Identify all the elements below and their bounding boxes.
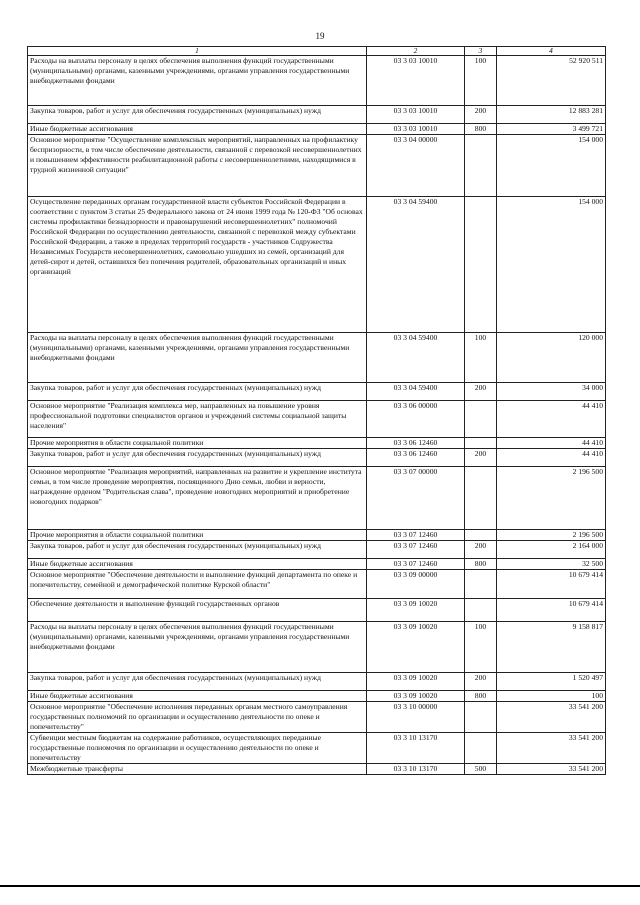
- row-expense-type: 100: [474, 56, 487, 65]
- row-amount-cell: [497, 135, 606, 197]
- row-amount-cell: [497, 764, 606, 775]
- table-row: [28, 197, 606, 333]
- row-amount-cell: [497, 673, 606, 691]
- row-amount-cell: [497, 197, 606, 333]
- row-target-code: 03 3 04 59400: [393, 383, 438, 392]
- table-row: [28, 764, 606, 775]
- row-description: Основное мероприятие "Обеспечение исполнения переданных органам местного самоуправления государственных полномочий по организации и осуществлению деятельности по опеке и попечительству": [30, 702, 348, 731]
- row-expense-type-cell: [465, 733, 497, 764]
- row-expense-type-cell: [465, 599, 497, 622]
- row-target-code-cell: [367, 599, 465, 622]
- row-expense-type-cell: [465, 764, 497, 775]
- row-expense-type-cell: [465, 383, 497, 401]
- row-description-cell: [28, 333, 367, 383]
- row-amount: 120 000: [578, 333, 603, 342]
- row-expense-type-cell: [465, 559, 497, 570]
- row-expense-type: 100: [474, 333, 487, 342]
- row-amount: 9 158 817: [572, 622, 603, 631]
- row-description: Осуществление переданных органам государственной власти субъектов Российской Федерации в соответствии с пунктом 3 статьи 25 Федерального закона от 24 июня 1999 года № 120-ФЗ "Об основах системы профилактики безнадзорности и правонарушений несовершеннолетних" полномочий Российской Федерации по осуществлению деятельности, связанной с перевозкой между субъектами Российской Федерации, а также в пределах территорий государств - участников Содружества Независимых Государств несовершеннолетних, самовольно ушедших из семей, организаций для детей-сирот и детей, оставшихся без попечения родителей, образовательных организаций и иных организаций: [30, 197, 363, 276]
- row-description: Основное мероприятие "Реализация мероприятий, направленных на развитие и укрепление института семьи, в том числе проведение мероприятия, посвященного Дню семьи, любви и верности, награждение орденом "Родительская слава", проведение новогодних мероприятий и приобретение новогодних подарков": [30, 467, 362, 506]
- table-row: [28, 333, 606, 383]
- row-target-code: 03 3 03 10010: [393, 56, 438, 65]
- table-row: [28, 135, 606, 197]
- row-amount: 12 883 281: [568, 106, 603, 115]
- row-target-code: 03 3 07 12460: [393, 541, 438, 550]
- row-expense-type-cell: [465, 56, 497, 106]
- row-amount: 2 196 500: [572, 530, 603, 539]
- row-description: Закупка товаров, работ и услуг для обеспечения государственных (муниципальных) нужд: [30, 673, 321, 682]
- row-target-code: 03 3 06 00000: [393, 401, 438, 410]
- row-amount: 52 920 511: [569, 56, 603, 65]
- row-target-code-cell: [367, 570, 465, 599]
- row-target-code: 03 3 06 12460: [393, 449, 438, 458]
- table-row: [28, 733, 606, 764]
- row-expense-type-cell: [465, 570, 497, 599]
- row-amount: 44 410: [582, 438, 603, 447]
- row-target-code: 03 3 06 12460: [393, 438, 438, 447]
- row-description-cell: [28, 106, 367, 124]
- row-description-cell: [28, 622, 367, 673]
- row-amount-cell: [497, 124, 606, 135]
- row-amount-cell: [497, 599, 606, 622]
- row-amount-cell: [497, 691, 606, 702]
- row-amount: 1 520 497: [572, 673, 603, 682]
- row-description: Закупка товаров, работ и услуг для обеспечения государственных (муниципальных) нужд: [30, 383, 321, 392]
- row-amount: 33 541 200: [568, 702, 603, 711]
- row-description: Обеспечение деятельности и выполнение функций государственных органов: [30, 599, 280, 608]
- row-target-code-cell: [367, 530, 465, 541]
- row-description-cell: [28, 197, 367, 333]
- table-row: [28, 401, 606, 438]
- row-target-code: 03 3 04 59400: [393, 333, 438, 342]
- row-amount: 33 541 200: [568, 733, 603, 742]
- table-row: [28, 530, 606, 541]
- table-row: [28, 438, 606, 449]
- row-target-code-cell: [367, 438, 465, 449]
- row-target-code-cell: [367, 135, 465, 197]
- row-target-code: 03 3 03 10010: [393, 106, 438, 115]
- row-amount-cell: [497, 467, 606, 530]
- row-expense-type-cell: [465, 197, 497, 333]
- row-description: Закупка товаров, работ и услуг для обеспечения государственных (муниципальных) нужд: [30, 106, 321, 115]
- row-target-code-cell: [367, 467, 465, 530]
- row-description: Закупка товаров, работ и услуг для обеспечения государственных (муниципальных) нужд: [30, 541, 321, 550]
- row-description: Иные бюджетные ассигнования: [30, 691, 133, 700]
- row-target-code-cell: [367, 449, 465, 467]
- row-description: Субвенции местным бюджетам на содержание работников, осуществляющих переданные государственные полномочия по организации и осуществлению деятельности по опеке и попечительству: [30, 733, 321, 762]
- row-expense-type-cell: [465, 622, 497, 673]
- row-expense-type-cell: [465, 135, 497, 197]
- row-amount-cell: [497, 622, 606, 673]
- row-amount-cell: [497, 401, 606, 438]
- row-description-cell: [28, 383, 367, 401]
- row-description-cell: [28, 733, 367, 764]
- table-row: [28, 383, 606, 401]
- row-amount-cell: [497, 570, 606, 599]
- row-target-code-cell: [367, 383, 465, 401]
- table-row: [28, 691, 606, 702]
- row-amount-cell: [497, 106, 606, 124]
- row-amount: 44 410: [582, 449, 603, 458]
- row-expense-type-cell: [465, 541, 497, 559]
- row-expense-type-cell: [465, 467, 497, 530]
- row-expense-type: 200: [474, 383, 487, 392]
- row-amount: 44 410: [582, 401, 603, 410]
- row-amount: 10 679 414: [568, 599, 603, 608]
- row-expense-type-cell: [465, 333, 497, 383]
- table-row: [28, 541, 606, 559]
- table-row: [28, 559, 606, 570]
- row-target-code-cell: [367, 673, 465, 691]
- row-amount-cell: [497, 56, 606, 106]
- row-target-code-cell: [367, 197, 465, 333]
- row-description-cell: [28, 467, 367, 530]
- page-number: 19: [315, 31, 325, 41]
- row-amount-cell: [497, 530, 606, 541]
- row-expense-type-cell: [465, 449, 497, 467]
- row-target-code-cell: [367, 333, 465, 383]
- row-amount: 2 164 000: [572, 541, 603, 550]
- row-target-code-cell: [367, 622, 465, 673]
- row-expense-type: 500: [474, 764, 487, 773]
- row-expense-type: 800: [474, 691, 487, 700]
- row-amount-cell: [497, 383, 606, 401]
- row-target-code-cell: [367, 559, 465, 570]
- table-row: [28, 124, 606, 135]
- row-amount: 100: [591, 691, 603, 700]
- table-row: [28, 56, 606, 106]
- row-description: Закупка товаров, работ и услуг для обеспечения государственных (муниципальных) нужд: [30, 449, 321, 458]
- row-description: Основное мероприятие "Обеспечение деятельности и выполнение функций департамента по опеке и попечительству, семейной и демографической политике Курской области": [30, 570, 358, 589]
- row-description-cell: [28, 702, 367, 733]
- row-description: Расходы на выплаты персоналу в целях обеспечения выполнения функций государственными (муниципальными) органами, казенными учреждениями, органами управления государственными внебюджетными фондами: [30, 622, 350, 651]
- row-amount-cell: [497, 733, 606, 764]
- row-amount-cell: [497, 541, 606, 559]
- row-description: Иные бюджетные ассигнования: [30, 124, 133, 133]
- row-description-cell: [28, 691, 367, 702]
- row-description-cell: [28, 764, 367, 775]
- row-description-cell: [28, 530, 367, 541]
- row-target-code-cell: [367, 401, 465, 438]
- row-target-code: 03 3 09 10020: [393, 691, 438, 700]
- column-number-3: 3: [465, 47, 497, 56]
- row-description-cell: [28, 673, 367, 691]
- row-target-code: 03 3 07 12460: [393, 530, 438, 539]
- row-description-cell: [28, 56, 367, 106]
- row-target-code-cell: [367, 106, 465, 124]
- row-amount: 32 500: [582, 559, 603, 568]
- column-number-1: 1: [28, 47, 367, 56]
- row-expense-type: 800: [474, 124, 487, 133]
- row-expense-type-cell: [465, 401, 497, 438]
- row-target-code-cell: [367, 691, 465, 702]
- column-number-4: 4: [497, 47, 606, 56]
- row-target-code-cell: [367, 541, 465, 559]
- row-target-code: 03 3 09 10020: [393, 622, 438, 631]
- row-target-code-cell: [367, 702, 465, 733]
- row-expense-type-cell: [465, 673, 497, 691]
- row-target-code: 03 3 03 10010: [393, 124, 438, 133]
- row-description-cell: [28, 570, 367, 599]
- row-amount-cell: [497, 438, 606, 449]
- row-target-code: 03 3 10 13170: [393, 764, 438, 773]
- table-row: [28, 106, 606, 124]
- row-target-code-cell: [367, 733, 465, 764]
- row-amount-cell: [497, 702, 606, 733]
- row-expense-type-cell: [465, 124, 497, 135]
- row-expense-type: 200: [474, 673, 487, 682]
- row-description: Расходы на выплаты персоналу в целях обеспечения выполнения функций государственными (муниципальными) органами, казенными учреждениями, органами управления государственными внебюджетными фондами: [30, 333, 350, 362]
- row-amount: 34 000: [582, 383, 603, 392]
- budget-table: [27, 46, 606, 775]
- row-description: Основное мероприятие "Осуществление комплексных мероприятий, направленных на профилактику беспризорности, в том числе обеспечение деятельности, связанной с перевозкой несовершеннолетних и повышением эффективности реабилитационной работы с несовершеннолетними, находящимися в трудной жизненной ситуации": [30, 135, 362, 174]
- row-amount-cell: [497, 449, 606, 467]
- row-amount-cell: [497, 559, 606, 570]
- row-expense-type: 200: [474, 541, 487, 550]
- row-target-code: 03 3 07 12460: [393, 559, 438, 568]
- table-row: [28, 467, 606, 530]
- row-target-code-cell: [367, 56, 465, 106]
- row-expense-type-cell: [465, 530, 497, 541]
- table-row: [28, 622, 606, 673]
- row-target-code: 03 3 10 00000: [393, 702, 438, 711]
- row-description: Иные бюджетные ассигнования: [30, 559, 133, 568]
- row-target-code: 03 3 07 00000: [393, 467, 438, 476]
- column-number-header-row: [28, 47, 606, 56]
- row-expense-type: 200: [474, 449, 487, 458]
- row-description-cell: [28, 124, 367, 135]
- row-description-cell: [28, 559, 367, 570]
- table-row: [28, 449, 606, 467]
- table-row: [28, 570, 606, 599]
- row-expense-type: 100: [474, 622, 487, 631]
- row-description: Межбюджетные трансферты: [30, 764, 123, 773]
- row-description-cell: [28, 401, 367, 438]
- row-description-cell: [28, 438, 367, 449]
- row-description-cell: [28, 599, 367, 622]
- row-expense-type-cell: [465, 702, 497, 733]
- row-expense-type-cell: [465, 438, 497, 449]
- row-expense-type: 800: [474, 559, 487, 568]
- row-description-cell: [28, 135, 367, 197]
- row-target-code: 03 3 10 13170: [393, 733, 438, 742]
- row-amount: 2 196 500: [572, 467, 603, 476]
- row-target-code: 03 3 09 10020: [393, 673, 438, 682]
- row-description: Основное мероприятие "Реализация комплекса мер, направленных на повышение уровня профессиональной подготовки специалистов органов и учреждений системы социальной защиты населения": [30, 401, 347, 430]
- row-target-code: 03 3 09 00000: [393, 570, 438, 579]
- row-target-code-cell: [367, 124, 465, 135]
- table-row: [28, 702, 606, 733]
- row-target-code: 03 3 04 00000: [393, 135, 438, 144]
- row-amount: 154 000: [578, 197, 603, 206]
- column-number-2: 2: [367, 47, 465, 56]
- row-description-cell: [28, 449, 367, 467]
- bottom-rule: [0, 885, 640, 887]
- row-target-code: 03 3 04 59400: [393, 197, 438, 206]
- row-amount: 10 679 414: [568, 570, 603, 579]
- row-amount-cell: [497, 333, 606, 383]
- row-expense-type-cell: [465, 106, 497, 124]
- row-amount: 154 000: [578, 135, 603, 144]
- row-target-code: 03 3 09 10020: [393, 599, 438, 608]
- row-description: Прочие мероприятия в области социальной политики: [30, 530, 204, 539]
- row-amount: 3 499 721: [572, 124, 603, 133]
- table-row: [28, 599, 606, 622]
- row-target-code-cell: [367, 764, 465, 775]
- table-row: [28, 673, 606, 691]
- row-expense-type-cell: [465, 691, 497, 702]
- row-description: Прочие мероприятия в области социальной политики: [30, 438, 204, 447]
- row-expense-type: 200: [474, 106, 487, 115]
- row-description: Расходы на выплаты персоналу в целях обеспечения выполнения функций государственными (муниципальными) органами, казенными учреждениями, органами управления государственными внебюджетными фондами: [30, 56, 350, 85]
- row-description-cell: [28, 541, 367, 559]
- row-amount: 33 541 200: [568, 764, 603, 773]
